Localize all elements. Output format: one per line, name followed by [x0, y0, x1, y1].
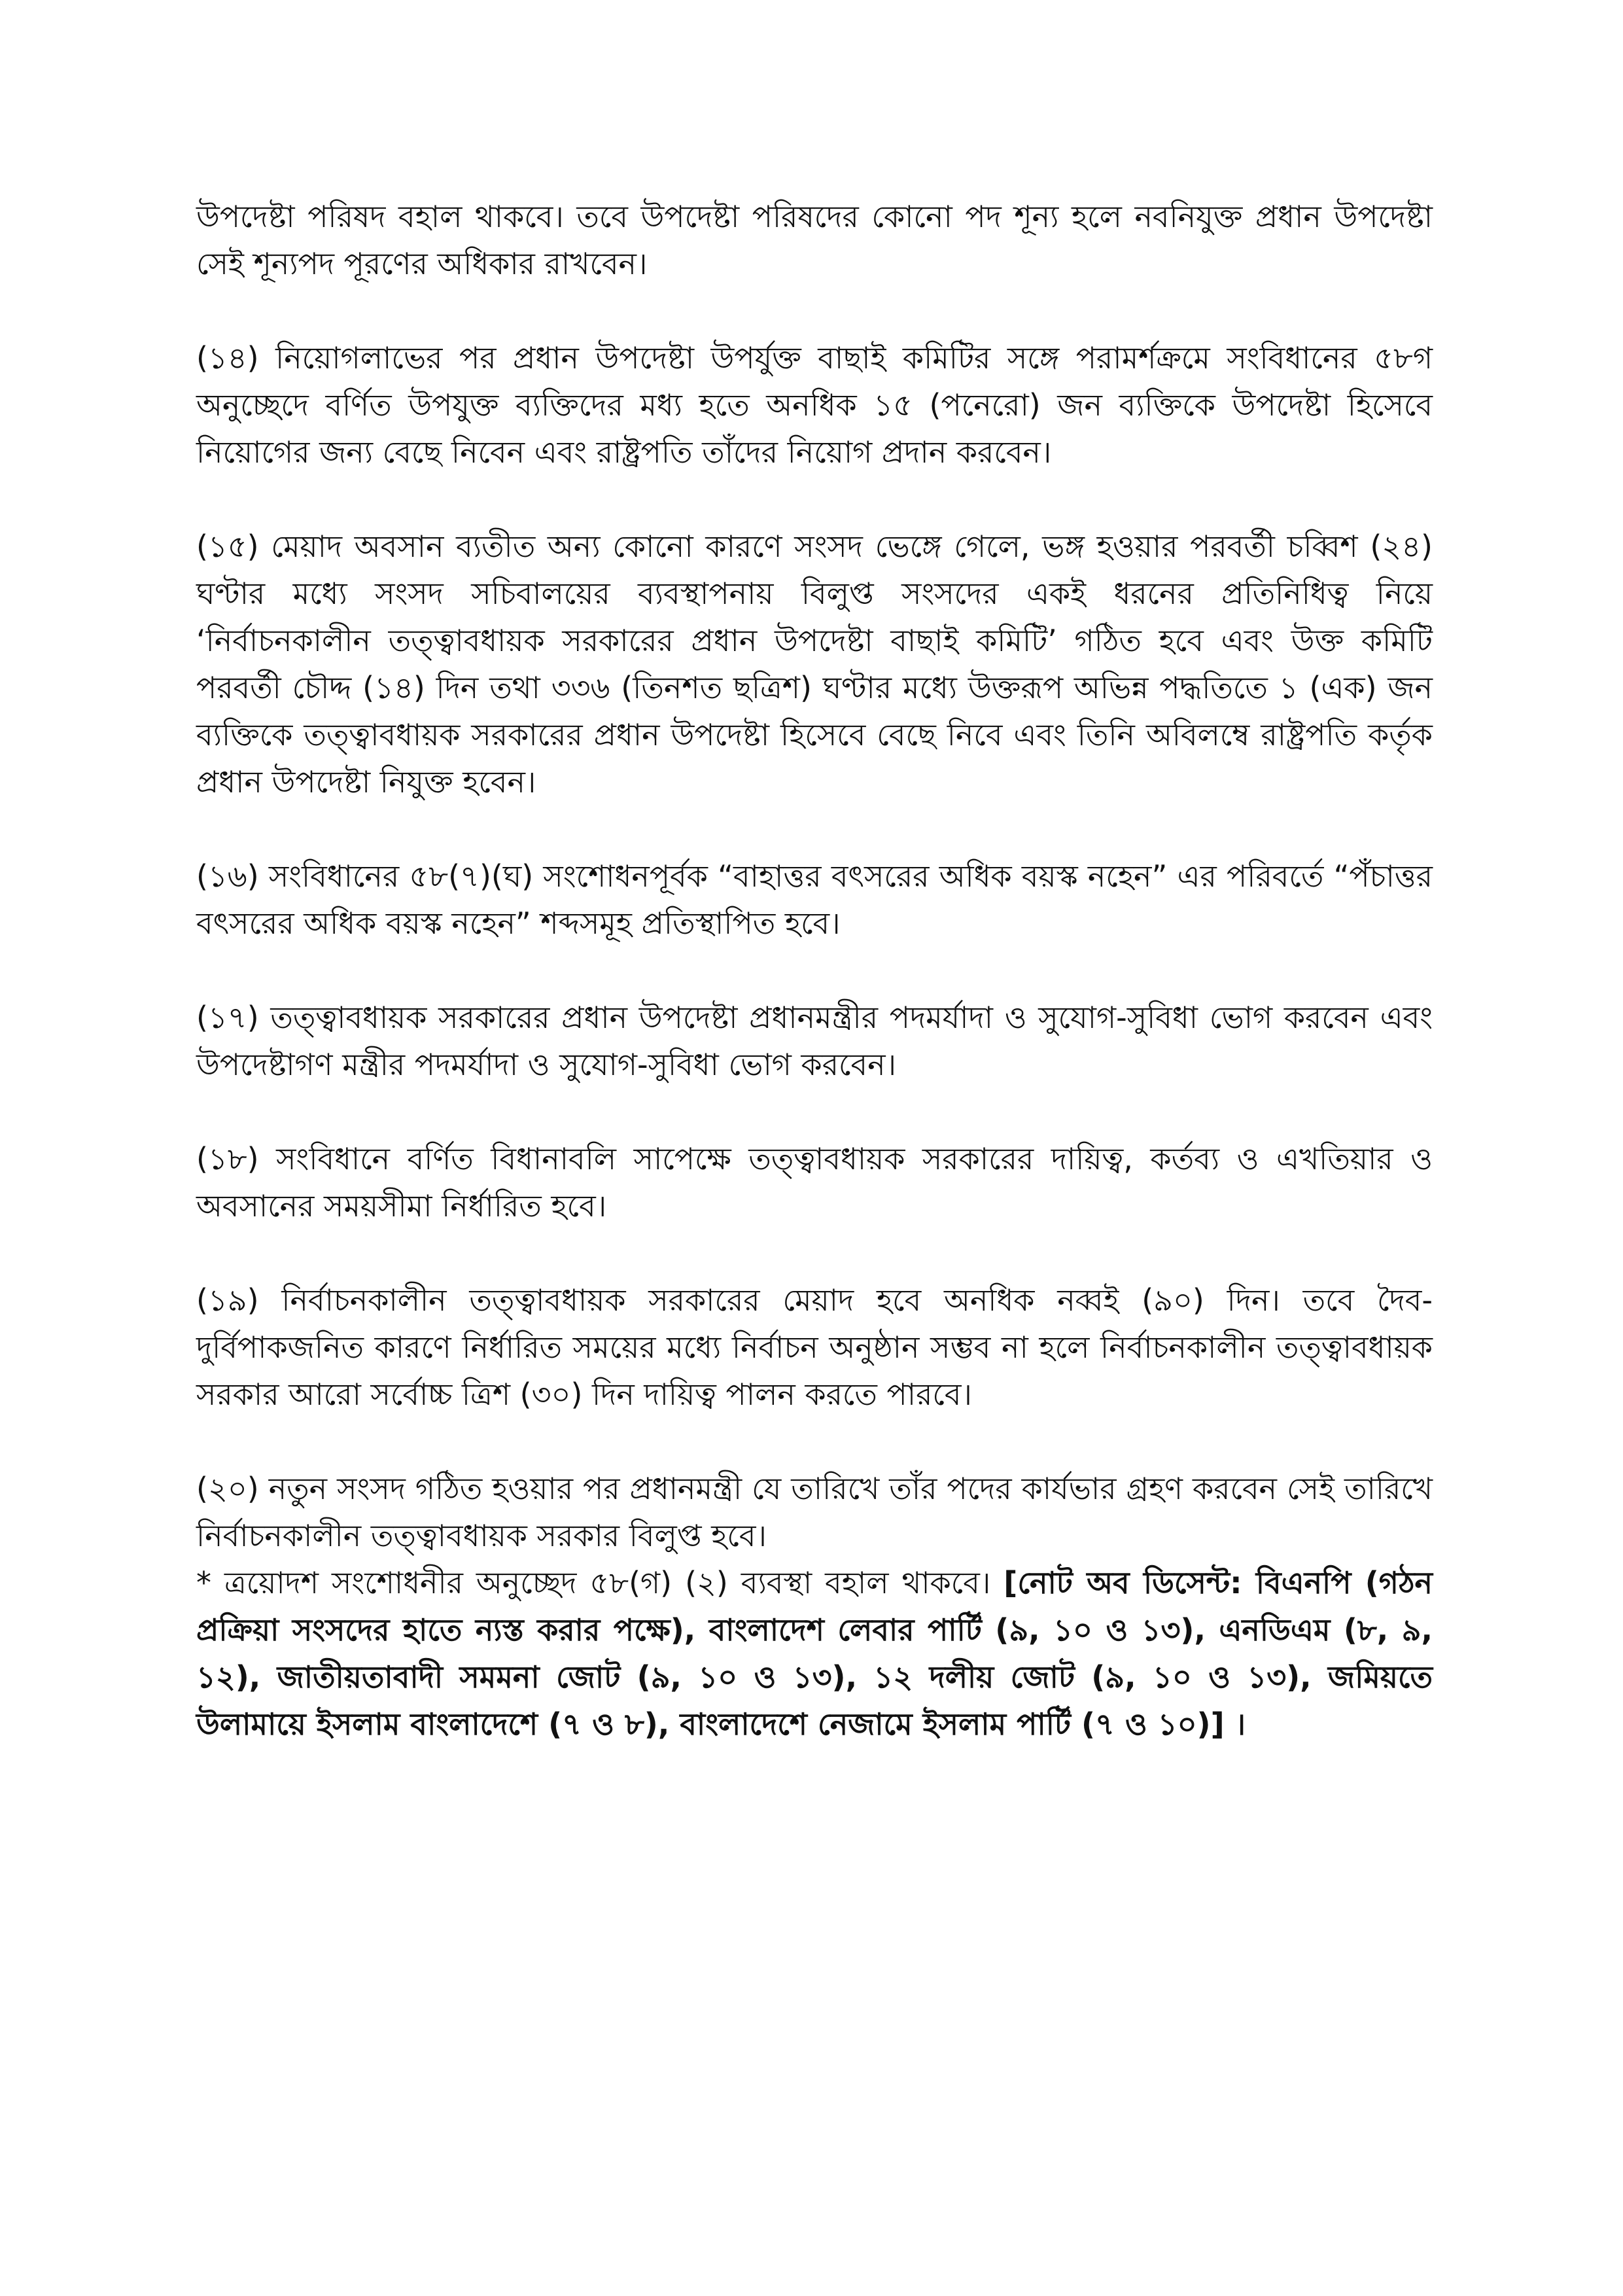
paragraph-17: (১৭) তত্ত্বাবধায়ক সরকারের প্রধান উপদেষ্টা প্রধানমন্ত্রীর পদমর্যাদা ও সুযোগ-সুবিধা ভোগ করবেন এবং উপদেষ্টাগণ মন্ত্রীর পদমর্যাদা ও সুযোগ-সুবিধা ভোগ করবেন। — [196, 1000, 1433, 1082]
document-page — [196, 193, 1433, 1748]
note-of-dissent: [নোট অব ডিসেন্ট: বিএনপি (গঠন প্রক্রিয়া সংসদের হাতে ন্যস্ত করার পক্ষে), বাংলাদেশ লেবার পার্টি (৯, ১০ ও ১৩), এনডিএম (৮, ৯, ১২), জাতীয়তাবাদী সমমনা জোট (৯, ১০ ও ১৩), ১২ দলীয় জোট (৯, ১০ ও ১৩), জমিয়তে উলামায়ে ইসলাম বাংলাদেশে (৭ ও ৮), বাংলাদেশে নেজামে ইসলাম পার্টি (৭ ও ১০)] । — [196, 1565, 1433, 1742]
paragraph-16: (১৬) সংবিধানের ৫৮(৭)(ঘ) সংশোধনপূর্বক “বাহাত্তর বৎসরের অধিক বয়স্ক নহেন” এর পরিবর্তে “পঁচাত্তর বৎসরের অধিক বয়স্ক নহেন” শব্দসমূহ প্রতিস্থাপিত হবে। — [196, 858, 1433, 941]
paragraph-19: (১৯) নির্বাচনকালীন তত্ত্বাবধায়ক সরকারের মেয়াদ হবে অনধিক নব্বই (৯০) দিন। তবে দৈব-দুর্বিপাকজনিত কারণে নির্ধারিত সময়ের মধ্যে নির্বাচন অনুষ্ঠান সম্ভব না হলে নির্বাচনকালীন তত্ত্বাবধায়ক সরকার আরো সর্বোচ্চ ত্রিশ (৩০) দিন দায়িত্ব পালন করতে পারবে। — [196, 1282, 1433, 1412]
paragraph-15: (১৫) মেয়াদ অবসান ব্যতীত অন্য কোনো কারণে সংসদ ভেঙ্গে গেলে, ভঙ্গ হওয়ার পরবর্তী চব্বিশ (২৪) ঘণ্টার মধ্যে সংসদ সচিবালয়ের ব্যবস্থাপনায় বিলুপ্ত সংসদের একই ধরনের প্রতিনিধিত্ব নিয়ে ‘নির্বাচনকালীন তত্ত্বাবধায়ক সরকারের প্রধান উপদেষ্টা বাছাই কমিটি’ গঠিত হবে এবং উক্ত কমিটি পরবর্তী চৌদ্দ (১৪) দিন তথা ৩৩৬ (তিনশত ছত্রিশ) ঘণ্টার মধ্যে উক্তরূপ অভিন্ন পদ্ধতিতে ১ (এক) জন ব্যক্তিকে তত্ত্বাবধায়ক সরকারের প্রধান উপদেষ্টা হিসেবে বেছে নিবে এবং তিনি অবিলম্বে রাষ্ট্রপতি কর্তৃক প্রধান উপদেষ্টা নিযুক্ত হবেন। — [196, 529, 1433, 800]
paragraph-advisory-council: উপদেষ্টা পরিষদ বহাল থাকবে। তবে উপদেষ্টা পরিষদের কোনো পদ শূন্য হলে নবনিযুক্ত প্রধান উপদেষ্টা সেই শূন্যপদ পূরণের অধিকার রাখবেন। — [196, 199, 1433, 281]
paragraph-18: (১৮) সংবিধানে বর্ণিত বিধানাবলি সাপেক্ষে তত্ত্বাবধায়ক সরকারের দায়িত্ব, কর্তব্য ও এখতিয়ার ও অবসানের সময়সীমা নির্ধারিত হবে। — [196, 1141, 1433, 1224]
paragraph-14: (১৪) নিয়োগলাভের পর প্রধান উপদেষ্টা উপর্যুক্ত বাছাই কমিটির সঙ্গে পরামর্শক্রমে সংবিধানের ৫৮গ অনুচ্ছেদে বর্ণিত উপযুক্ত ব্যক্তিদের মধ্য হতে অনধিক ১৫ (পনেরো) জন ব্যক্তিকে উপদেষ্টা হিসেবে নিয়োগের জন্য বেছে নিবেন এবং রাষ্ট্রপতি তাঁদের নিয়োগ প্রদান করবেন। — [196, 340, 1433, 470]
footnote-text: * ত্রয়োদশ সংশোধনীর অনুচ্ছেদ ৫৮(গ) (২) ব্যবস্থা বহাল থাকবে। — [196, 1565, 1004, 1600]
footnote — [196, 1559, 1433, 1748]
paragraph-20: (২০) নতুন সংসদ গঠিত হওয়ার পর প্রধানমন্ত্রী যে তারিখে তাঁর পদের কার্যভার গ্রহণ করবেন সেই তারিখে নির্বাচনকালীন তত্ত্বাবধায়ক সরকার বিলুপ্ত হবে। — [196, 1471, 1433, 1553]
